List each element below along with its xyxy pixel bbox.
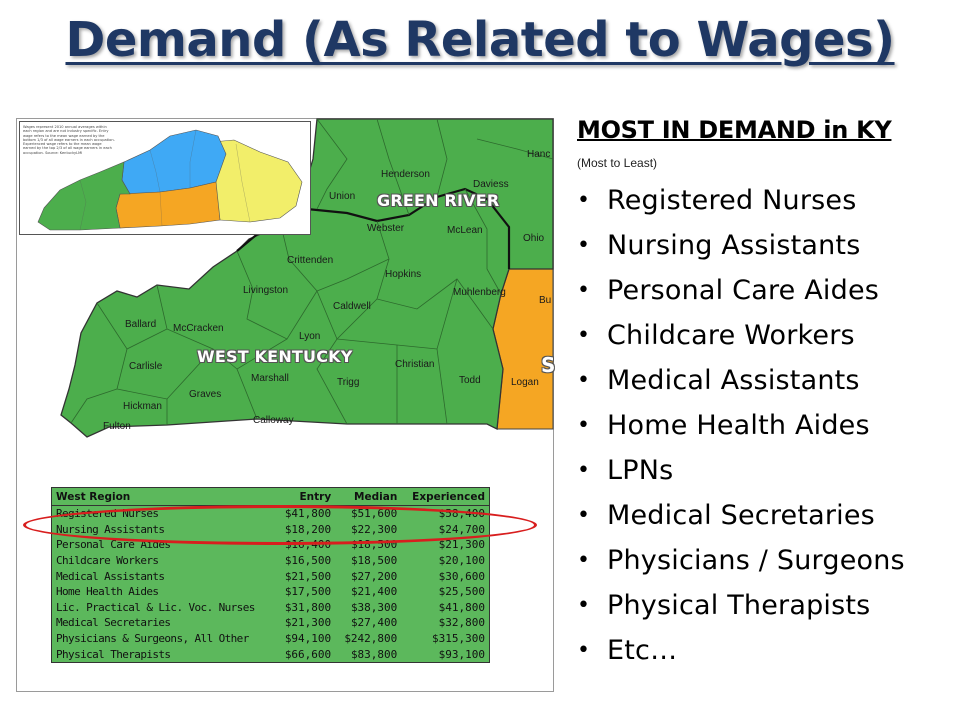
occupation-cell: Home Health Aides — [56, 585, 159, 599]
list-item — [577, 628, 905, 673]
table-row — [52, 615, 490, 631]
inset-note: Wages represent 2010 annual averages within each region and are not industry specific. Entry wage refers to the mean wage earned by the bottom 1/3 of all wage earners in each occupation. Experienced wage refers to the mean wage earned by the top 2/3 of all wage earners in each occupation. Source: KentuckyLMI — [23, 125, 115, 155]
experienced-wage-cell: $24,700 — [438, 522, 485, 536]
kentucky-inset-map — [19, 121, 311, 235]
entry-wage-cell: $17,500 — [284, 585, 332, 599]
experienced-wage-cell: $58,400 — [438, 507, 485, 521]
demand-list — [577, 178, 905, 673]
median-wage-cell: $38,300 — [350, 600, 398, 614]
bullet-icon: • — [577, 188, 591, 213]
bullet-icon: • — [577, 413, 591, 438]
inset-green-region — [38, 162, 130, 230]
county-label: McCracken — [173, 323, 224, 334]
column-header: Median — [335, 488, 401, 506]
county-label: Calloway — [253, 415, 294, 426]
region-label-west-kentucky: WEST KENTUCKY — [197, 347, 353, 366]
list-item-label: Nursing Assistants — [607, 230, 861, 261]
experienced-wage-cell: $20,100 — [438, 554, 485, 568]
list-item — [577, 403, 905, 448]
table-row — [52, 646, 490, 662]
inset-map-drawing — [20, 122, 310, 234]
bullet-icon: • — [577, 278, 591, 303]
list-item — [577, 223, 905, 268]
county-label: S — [541, 353, 556, 377]
table-row — [52, 506, 490, 522]
median-wage-cell: $83,800 — [350, 647, 398, 661]
column-header: Entry — [276, 488, 335, 506]
column-header: Experienced — [401, 488, 489, 506]
table-row — [52, 600, 490, 616]
bullet-icon: • — [577, 458, 591, 483]
list-item-label: Physical Therapists — [607, 590, 871, 621]
list-item — [577, 268, 905, 313]
list-item — [577, 538, 905, 583]
county-label: Crittenden — [287, 255, 334, 266]
column-header: West Region — [52, 488, 277, 506]
county-label: Marshall — [251, 373, 289, 384]
county-label: Livingston — [243, 285, 289, 296]
list-item — [577, 178, 905, 223]
list-item-label: Medical Assistants — [607, 365, 860, 396]
list-item-label: Childcare Workers — [607, 320, 855, 351]
median-wage-cell: $51,600 — [350, 507, 398, 521]
median-wage-cell: $242,800 — [344, 632, 398, 646]
experienced-wage-cell: $30,600 — [438, 569, 485, 583]
county-label: Graves — [189, 389, 222, 400]
county-label: Hopkins — [385, 269, 422, 280]
county-label: Todd — [459, 375, 481, 386]
table-row — [52, 584, 490, 600]
bullet-icon: • — [577, 593, 591, 618]
entry-wage-cell: $16,400 — [284, 538, 332, 552]
table-header-row — [52, 488, 490, 506]
bullet-icon: • — [577, 638, 591, 663]
county-label: Carlisle — [129, 361, 163, 372]
bullet-icon: • — [577, 548, 591, 573]
table-row — [52, 631, 490, 647]
county-label: Ballard — [125, 319, 157, 330]
county-label: Logan — [511, 377, 539, 388]
occupation-cell: Medical Assistants — [56, 569, 165, 583]
table-row — [52, 568, 490, 584]
entry-wage-cell: $41,800 — [284, 507, 332, 521]
list-item — [577, 448, 905, 493]
wage-table — [51, 487, 490, 663]
bullet-icon: • — [577, 503, 591, 528]
list-item — [577, 358, 905, 403]
median-wage-cell: $27,200 — [350, 569, 398, 583]
entry-wage-cell: $21,500 — [284, 569, 332, 583]
median-wage-cell: $22,300 — [350, 522, 398, 536]
slide-title: Demand (As Related to Wages) — [65, 12, 895, 68]
bullet-icon: • — [577, 323, 591, 348]
occupation-cell: Physical Therapists — [56, 647, 171, 661]
region-label-green-river: GREEN RIVER — [377, 191, 500, 210]
median-wage-cell: $27,400 — [350, 616, 398, 630]
occupation-cell: Personal Care Aides — [56, 538, 171, 552]
occupation-cell: Lic. Practical & Lic. Voc. Nurses — [56, 600, 255, 614]
county-label: McLean — [447, 225, 483, 236]
county-label: Fulton — [103, 421, 131, 432]
entry-wage-cell: $18,200 — [284, 522, 332, 536]
list-item — [577, 583, 905, 628]
county-label: Trigg — [337, 377, 360, 388]
entry-wage-cell: $31,800 — [284, 600, 332, 614]
occupation-cell: Medical Secretaries — [56, 616, 171, 630]
county-label: Bu — [539, 295, 552, 306]
county-label: Ohio — [523, 233, 545, 244]
occupation-cell: Registered Nurses — [56, 507, 159, 521]
list-item-label: Etc… — [607, 635, 678, 666]
table-row — [52, 553, 490, 569]
list-item-label: Physicians / Surgeons — [607, 545, 905, 576]
county-label: Christian — [395, 359, 435, 370]
entry-wage-cell: $16,500 — [284, 554, 332, 568]
median-wage-cell: $18,500 — [350, 554, 398, 568]
county-label: Henderson — [381, 169, 430, 180]
list-item — [577, 313, 905, 358]
entry-wage-cell: $66,600 — [284, 647, 332, 661]
occupation-cell: Nursing Assistants — [56, 522, 165, 536]
county-label: Webster — [367, 223, 405, 234]
demand-subheading: (Most to Least) — [577, 156, 658, 170]
bullet-icon: • — [577, 233, 591, 258]
experienced-wage-cell: $41,800 — [438, 600, 485, 614]
entry-wage-cell: $21,300 — [284, 616, 332, 630]
experienced-wage-cell: $93,100 — [438, 647, 485, 661]
experienced-wage-cell: $25,500 — [438, 585, 485, 599]
list-item-label: Registered Nurses — [607, 185, 857, 216]
county-label: Muhlenberg — [453, 287, 506, 298]
median-wage-cell: $18,500 — [350, 538, 398, 552]
county-label: Hanc — [527, 149, 551, 160]
county-label: Hickman — [123, 401, 162, 412]
entry-wage-cell: $94,100 — [284, 632, 332, 646]
county-label: Union — [329, 191, 356, 202]
median-wage-cell: $21,400 — [350, 585, 398, 599]
list-item-label: Personal Care Aides — [607, 275, 880, 306]
kentucky-regions-map — [16, 118, 554, 692]
county-label: Daviess — [473, 179, 509, 190]
list-item-label: Home Health Aides — [607, 410, 870, 441]
occupation-cell: Childcare Workers — [56, 554, 159, 568]
bullet-icon: • — [577, 368, 591, 393]
experienced-wage-cell: $21,300 — [438, 538, 485, 552]
list-item — [577, 493, 905, 538]
experienced-wage-cell: $315,300 — [432, 632, 485, 646]
table-row — [52, 537, 490, 553]
list-item-label: Medical Secretaries — [607, 500, 875, 531]
list-item-label: LPNs — [607, 455, 674, 486]
county-label: Lyon — [299, 331, 321, 342]
occupation-cell: Physicians & Surgeons, All Other — [56, 632, 249, 646]
demand-heading: MOST IN DEMAND in KY — [577, 116, 892, 144]
table-row — [52, 522, 490, 538]
experienced-wage-cell: $32,800 — [438, 616, 485, 630]
county-label: Caldwell — [333, 301, 371, 312]
